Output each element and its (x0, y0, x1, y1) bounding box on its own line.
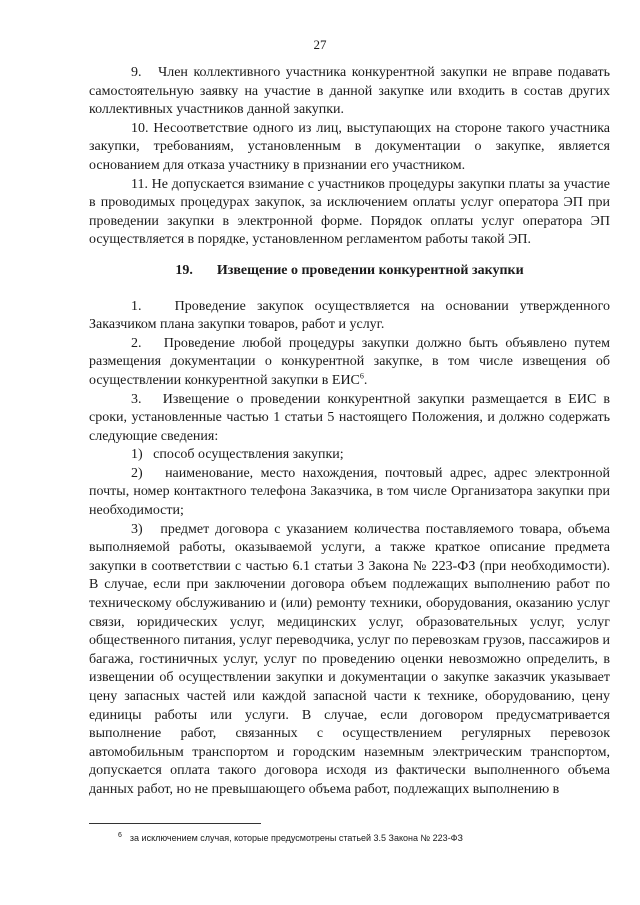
paragraph-2-end: . (363, 372, 368, 388)
subitem-2: 2) наименование, место нахождения, почтовый адрес, адрес электронной почты, номер контактного телефона Заказчика, в том числе Организатора закупки при необходимости; (89, 465, 610, 519)
subitem-1: 1) способ осуществления закупки; (131, 447, 344, 463)
section-heading (89, 262, 610, 281)
footnote-reference: 6 (359, 371, 364, 381)
document-body (89, 64, 610, 800)
footnote (118, 830, 618, 844)
section-number: 19. (175, 262, 193, 278)
footnote-mark: 6 (118, 832, 122, 839)
paragraph-11: 11. Не допускается взимание с участников процедуры закупки платы за участие в проводимых процедурах закупок, за исключением оплаты услуг оператора ЭП при проведении закупки в электронной форме. Порядок оплаты услуг оператора ЭП осуществляется в порядке, установленном регламентом работы такой ЭП. (89, 176, 610, 248)
subitem-3: 3) предмет договора с указанием количества поставляемого товара, объема выполняемой работы, оказываемой услуги, а также краткое описание предмета закупки в соответствии с частью 6.1 статьи 3 Закона № 223-ФЗ (при необходимости). В случае, если при заключении договора объем подлежащих выполнению работ по техническому обслуживанию и (или) ремонту техники, оборудования, оказанию услуг связи, юридических услуг, медицинских услуг, образовательных услуг, услуг общественного питания, услуг переводчика, услуг по перевозкам грузов, пассажиров и багажа, гостиничных услуг, услуг по проведению оценки невозможно определить, в извещении об осуществлении закупки и документации о закупке заказчик указывает цену запасных частей или каждой запасной части к технике, оборудованию, цену единицы работы или услуги. В случае, если договором предусматривается выполнение работ, связанных с осуществлением регулярных перевозок автомобильным транспортом и городским наземным электрическим транспортом, допускается оплата такого договора исходя из фактически выполненного объема данных работ, но не превышающего объема работ, подлежащих выполнению в (89, 521, 610, 797)
paragraph-1: 1. Проведение закупок осуществляется на основании утвержденного Заказчиком плана закупки товаров, работ и услуг. (89, 298, 610, 333)
footnote-divider (89, 823, 261, 824)
paragraph-3: 3. Извещение о проведении конкурентной закупки размещается в ЕИС в сроки, установленные частью 1 статьи 5 настоящего Положения, и должно содержать следующие сведения: (89, 391, 610, 444)
paragraph-2-text: 2. Проведение любой процедуры закупки должно быть объявлено путем размещения документации о конкурентной закупке, в том числе извещения об осуществлении конкурентной закупки в ЕИС (89, 335, 610, 388)
page-number: 27 (313, 37, 327, 52)
section-title: Извещение о проведении конкурентной закупки (216, 262, 524, 278)
paragraph-9: 9. Член коллективного участника конкурентной закупки не вправе подавать самостоятельную заявку на участие в данной закупке или входить в состав других коллективных участников данной закупки. (89, 65, 610, 118)
footnote-text: за исключением случая, которые предусмотрены статьей 3.5 Закона № 223-ФЗ (129, 833, 463, 843)
paragraph-10: 10. Несоответствие одного из лиц, выступающих на стороне такого участника закупки, требованиям, установленным в документации о закупке, является основанием для отказа участнику в признании его участником. (89, 120, 610, 173)
paragraph-2 (89, 335, 610, 391)
